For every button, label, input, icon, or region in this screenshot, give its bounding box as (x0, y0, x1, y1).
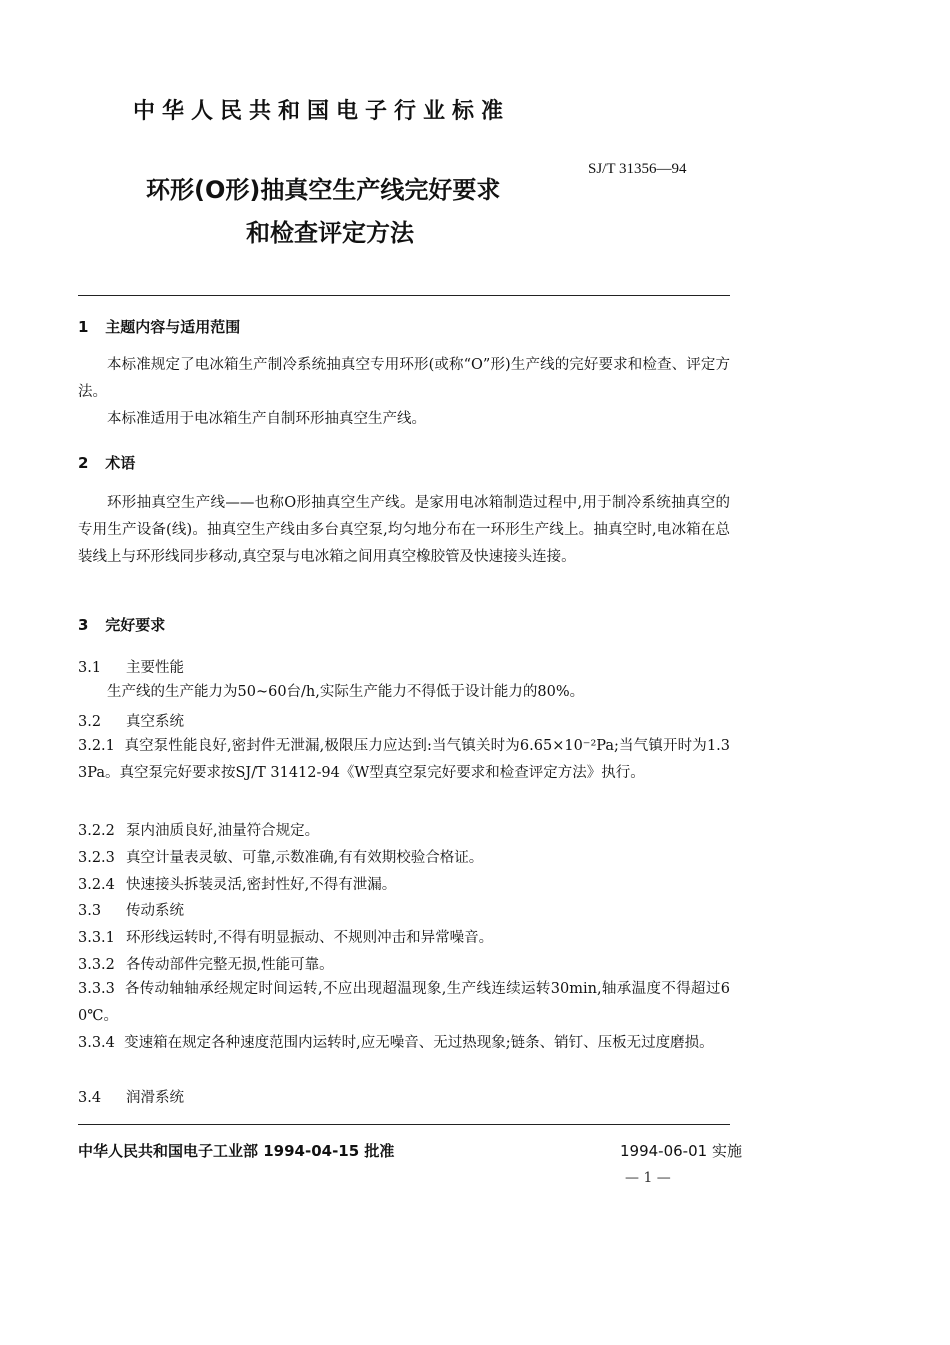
section-title: 术语 (105, 454, 136, 472)
clause-3-3-1 (78, 926, 493, 947)
clause-3-2-heading (78, 710, 184, 731)
clause-number: 3.2.4 (78, 877, 115, 893)
clause-3-2-3 (78, 846, 483, 867)
clause-title: 传动系统 (126, 903, 184, 919)
clause-3-3-4 (78, 1030, 730, 1057)
section-2-heading (78, 452, 135, 473)
clause-text: 快速接头拆装灵活,密封性好,不得有泄漏。 (126, 877, 397, 893)
standard-category-header: 中华人民共和国电子行业标准 (133, 99, 511, 124)
clause-3-1-heading (78, 656, 184, 677)
section-1-heading (78, 316, 240, 337)
clause-text: 泵内油质良好,油量符合规定。 (126, 823, 320, 839)
clause-number: 3.3.3 (78, 981, 115, 997)
section-number: 1 (78, 318, 89, 336)
clause-text: 各传动部件完整无损,性能可靠。 (126, 957, 334, 973)
section-1-paragraph-2: 本标准适用于电冰箱生产自制环形抽真空生产线。 (107, 411, 426, 427)
approval-statement: 中华人民共和国电子工业部 1994-04-15 批准 (78, 1142, 395, 1160)
document-title-line-2: 和检查评定方法 (246, 219, 414, 247)
clause-3-2-4 (78, 873, 396, 894)
clause-title: 真空系统 (126, 714, 184, 730)
clause-3-3-heading (78, 899, 184, 920)
section-2-paragraph: 环形抽真空生产线——也称O形抽真空生产线。是家用电冰箱制造过程中,用于制冷系统抽真空的专用生产设备(线)。抽真空生产线由多台真空泵,均匀地分布在一环形生产线上。抽真空时,电冰箱在总装线上与环形线同步移动,真空泵与电冰箱之间用真空橡胶管及快速接头连接。 (78, 495, 730, 565)
clause-number: 3.2 (78, 714, 102, 730)
header-divider (78, 295, 730, 296)
section-3-heading (78, 614, 165, 635)
clause-3-3-3 (78, 976, 730, 1030)
clause-number: 3.2.1 (78, 738, 115, 754)
implementation-date: 1994-06-01 实施 (620, 1142, 742, 1160)
clause-number: 3.3.1 (78, 930, 115, 946)
clause-number: 3.3.2 (78, 957, 115, 973)
clause-text: 环形线运转时,不得有明显振动、不规则冲击和异常噪音。 (126, 930, 494, 946)
footer-divider (78, 1124, 730, 1125)
clause-title: 润滑系统 (126, 1090, 184, 1106)
clause-number: 3.4 (78, 1090, 102, 1106)
clause-number: 3.1 (78, 660, 102, 676)
page-number: — 1 — (625, 1170, 671, 1186)
clause-text: 真空计量表灵敏、可靠,示数准确,有有效期校验合格证。 (126, 850, 484, 866)
document-title-line-1: 环形(O形)抽真空生产线完好要求 (146, 176, 501, 204)
clause-3-3-2 (78, 953, 334, 974)
clause-3-2-1 (78, 733, 730, 787)
clause-number: 3.2.3 (78, 850, 115, 866)
clause-3-4-heading (78, 1086, 184, 1107)
section-number: 2 (78, 454, 89, 472)
clause-number: 3.3.4 (78, 1035, 115, 1051)
clause-text: 变速箱在规定各种速度范围内运转时,应无噪音、无过热现象;链条、销钉、压板无过度磨损。 (124, 1035, 714, 1051)
clause-title: 主要性能 (126, 660, 184, 676)
section-title: 完好要求 (105, 616, 166, 634)
section-1-paragraph-1: 本标准规定了电冰箱生产制冷系统抽真空专用环形(或称“O”形)生产线的完好要求和检查、评定方法。 (78, 357, 730, 400)
standard-code: SJ/T 31356—94 (588, 161, 687, 177)
clause-3-2-2 (78, 819, 319, 840)
clause-3-1-text: 生产线的生产能力为50~60台/h,实际生产能力不得低于设计能力的80%。 (107, 684, 585, 700)
clause-text: 各传动轴轴承经规定时间运转,不应出现超温现象,生产线连续运转30min,轴承温度不得超过60℃。 (78, 981, 730, 1024)
clause-number: 3.3 (78, 903, 102, 919)
section-title: 主题内容与适用范围 (105, 318, 241, 336)
clause-text: 真空泵性能良好,密封件无泄漏,极限压力应达到:当气镇关时为6.65×10⁻²Pa;当气镇开时为1.33Pa。真空泵完好要求按SJ/T 31412-94《W型真空泵完好要求和检查评定方法》执行。 (78, 738, 731, 781)
section-number: 3 (78, 616, 89, 634)
clause-number: 3.2.2 (78, 823, 115, 839)
